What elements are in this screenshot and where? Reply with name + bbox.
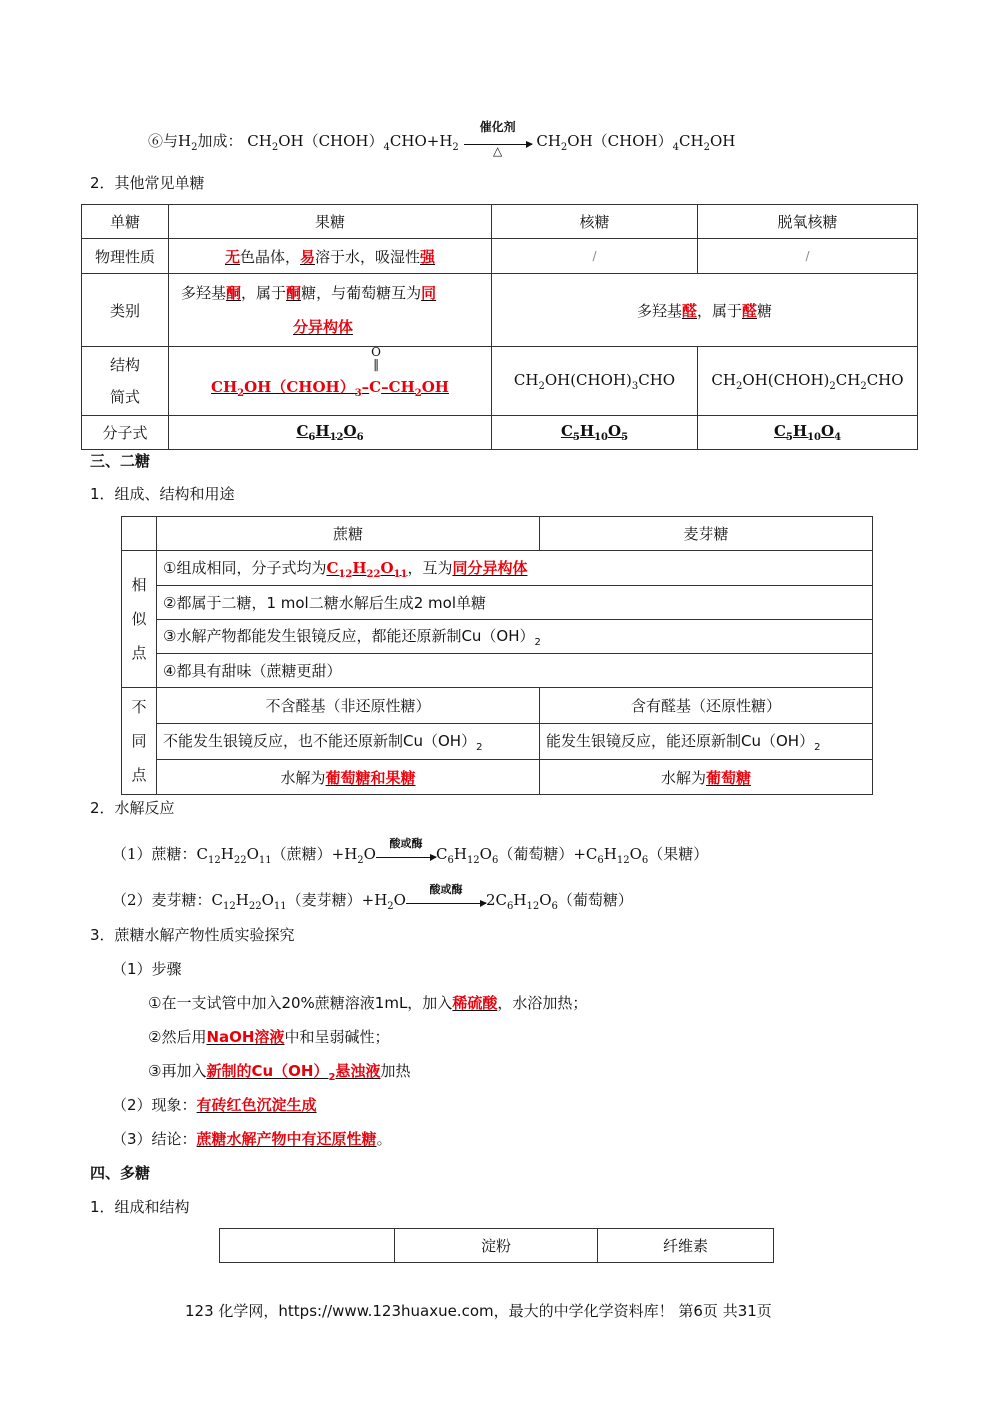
fructose-formula: $C_6H_{12}O_6$ xyxy=(169,416,492,450)
section-3-heading: 三、二糖 xyxy=(90,452,151,470)
row-label: 结构 简式 xyxy=(82,347,169,416)
header-maltose: 麦芽糖 xyxy=(540,517,873,551)
section-4-1-heading: 1．组成和结构 xyxy=(90,1198,190,1216)
header-starch: 淀粉 xyxy=(395,1229,598,1263)
fructose-class: 多羟基酮，属于酮糖，与葡萄糖互为同 分异构体 xyxy=(169,274,492,347)
fructose-structure: $CH_2OH(CHOH)_3-C$ O ‖ $-CH_2OH$ xyxy=(169,347,492,416)
maltose-diff-2: 能发生银镜反应，能还原新制$Cu(OH)_2$ xyxy=(540,724,873,760)
section-3-1-heading: 1．组成、结构和用途 xyxy=(90,485,235,503)
row-label: 物理性质 xyxy=(82,239,169,274)
header-cellulose: 纤维素 xyxy=(598,1229,774,1263)
acid-enzyme-arrow: 酸或酶 xyxy=(406,899,486,904)
ribose-class: 多羟基醛，属于醛糖 xyxy=(492,274,918,347)
equation-6: ⑥与$H_2$加成： $CH_2OH(CHOH)_4CHO+H_2$ 催化剂 △ $CH_2OH(CHOH)_4CH_2OH$ xyxy=(148,119,736,158)
row-label: 类别 xyxy=(82,274,169,347)
section-4-heading: 四、多糖 xyxy=(90,1164,151,1182)
ribose-structure: $CH_2OH(CHOH)_3CHO$ xyxy=(492,347,698,416)
hydrolysis-maltose: （2）麦芽糖：$C_{12}H_{22}O_{11}$（麦芽糖）$+H_2O$ 酸或酶 $2C_6H_{12}O_6$（葡萄糖） xyxy=(112,882,633,912)
similarity-label: 相 似 点 xyxy=(122,551,157,688)
similarity-3: ③水解产物都能发生银镜反应，都能还原新制$Cu(OH)_2$ xyxy=(157,620,873,654)
ribose-physical: / xyxy=(492,239,698,274)
step-3: ③再加入新制的$Cu(OH)_2$悬浊液加热 xyxy=(148,1062,411,1083)
header-cell: 核糖 xyxy=(492,205,698,239)
similarity-2: ②都属于二糖，1 mol二糖水解后生成2 mol单糖 xyxy=(157,586,873,620)
polysaccharide-table xyxy=(219,1228,774,1263)
ribose-formula: $C_5H_{10}O_5$ xyxy=(492,416,698,450)
deoxyribose-formula: $C_5H_{10}O_4$ xyxy=(698,416,918,450)
deoxyribose-physical: / xyxy=(698,239,918,274)
disaccharide-table xyxy=(121,516,873,795)
section-2-heading: 2．其他常见单糖 xyxy=(90,174,205,192)
header-sucrose: 蔗糖 xyxy=(157,517,540,551)
phenomenon: （2）现象：有砖红色沉淀生成 xyxy=(112,1096,317,1114)
sucrose-diff-3: 水解为葡萄糖和果糖 xyxy=(157,760,540,795)
conclusion: （3）结论：蔗糖水解产物中有还原性糖。 xyxy=(112,1130,392,1148)
section-3-3-heading: 3．蔗糖水解产物性质实验探究 xyxy=(90,926,295,944)
hydrolysis-sucrose: （1）蔗糖：$C_{12}H_{22}O_{11}$（蔗糖）$+H_2O$ 酸或酶 $C_6H_{12}O_6$（葡萄糖）$+C_6H_{12}O_6$（果糖） xyxy=(112,836,709,866)
page-footer: 123 化学网，https://www.123huaxue.com，最大的中学化学资料库！ 第6页 共31页 xyxy=(185,1302,772,1320)
fructose-physical: 无色晶体，易溶于水，吸湿性强 xyxy=(169,239,492,274)
header-cell: 果糖 xyxy=(169,205,492,239)
catalyst-arrow: 催化剂 △ xyxy=(464,140,532,145)
deoxyribose-structure: $CH_2OH(CHOH)_2CH_2CHO$ xyxy=(698,347,918,416)
monosaccharide-table xyxy=(81,204,918,450)
steps-label: （1）步骤 xyxy=(112,960,182,978)
maltose-diff-1: 含有醛基（还原性糖） xyxy=(540,688,873,724)
header-cell: 单糖 xyxy=(82,205,169,239)
sucrose-diff-1: 不含醛基（非还原性糖） xyxy=(157,688,540,724)
step-2: ②然后用NaOH溶液中和呈弱碱性； xyxy=(148,1028,390,1046)
sucrose-diff-2: 不能发生银镜反应，也不能还原新制$Cu(OH)_2$ xyxy=(157,724,540,760)
similarity-1: ①组成相同，分子式均为$C_{12}H_{22}O_{11}$，互为同分异构体 xyxy=(157,551,873,586)
header-cell: 脱氧核糖 xyxy=(698,205,918,239)
row-label: 分子式 xyxy=(82,416,169,450)
step-1: ①在一支试管中加入20%蔗糖溶液1mL，加入稀硫酸，水浴加热； xyxy=(148,994,588,1012)
difference-label: 不 同 点 xyxy=(122,688,157,795)
maltose-diff-3: 水解为葡萄糖 xyxy=(540,760,873,795)
section-3-2-heading: 2．水解反应 xyxy=(90,799,175,817)
acid-enzyme-arrow: 酸或酶 xyxy=(376,853,436,858)
similarity-4: ④都具有甜味（蔗糖更甜） xyxy=(157,654,873,688)
